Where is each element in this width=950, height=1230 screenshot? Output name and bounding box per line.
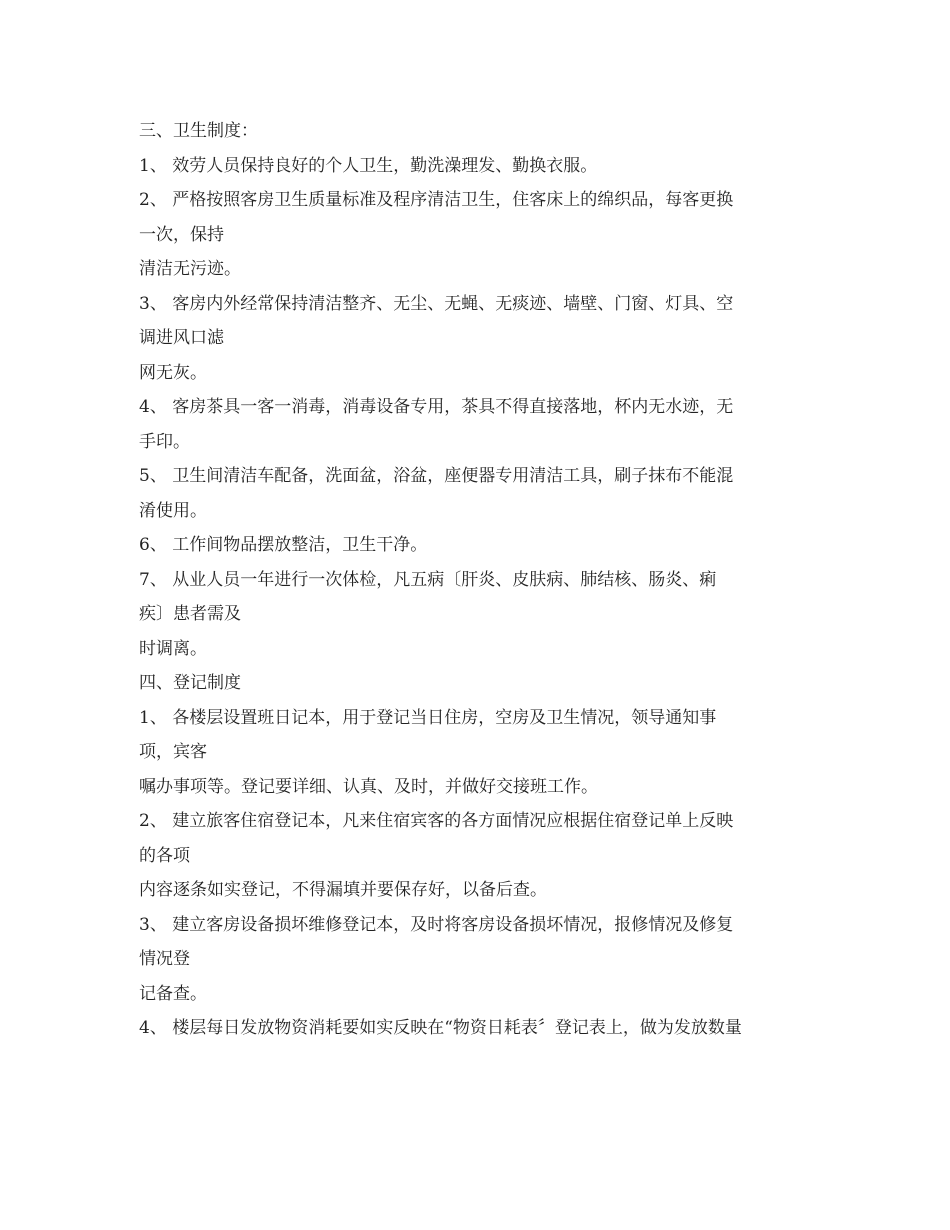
text-line: 项，宾客 [139, 742, 207, 762]
text-line: 5、 卫生间清洁车配备，洗面盆，浴盆，座便器专用清洁工具，刷子抹布不能混 [139, 466, 734, 486]
text-line: 4、 客房茶具一客一消毒，消毒设备专用，茶具不得直接落地，杯内无水迹，无 [139, 397, 734, 417]
text-line: 1、 各楼层设置班日记本，用于登记当日住房，空房及卫生情况，领导通知事 [139, 707, 717, 728]
text-line: 网无灰。 [139, 362, 207, 383]
text-line: 淆使用。 [139, 500, 207, 521]
text-line: 嘱办事项等。登记要详细、认真、及时，并做好交接班工作。 [139, 776, 598, 797]
text-line: 记备查。 [139, 983, 207, 1004]
text-line: 3、 客房内外经常保持清洁整齐、无尘、无蝇、无痰迹、墙壁、门窗、灯具、空 [139, 293, 734, 314]
text-line: 6、 工作间物品摆放整洁，卫生干净。 [139, 535, 428, 555]
text-line: 1、 效劳人员保持良好的个人卫生，勤洗澡理发、勤换衣服。 [139, 155, 598, 176]
text-line: 清洁无污迹。 [139, 259, 241, 279]
text-line: 一次，保持 [139, 224, 224, 245]
text-line: 2、 建立旅客住宿登记本，凡来住宿宾客的各方面情况应根据住宿登记单上反映 [139, 811, 734, 831]
text-line: 4、 楼层每日发放物资消耗要如实反映在“物资日耗表〞登记表上，做为发放数量 [139, 1018, 742, 1038]
text-line: 内容逐条如实登记，不得漏填并要保存好，以备后查。 [139, 880, 547, 900]
text-line: 手印。 [139, 431, 190, 452]
text-line: 7、 从业人员一年进行一次体检，凡五病〔肝炎、皮肤病、肺结核、肠炎、痢 [139, 569, 717, 590]
text-line: 的各项 [139, 845, 190, 866]
section-heading-hygiene: 三、卫生制度： [139, 121, 258, 141]
text-line: 疾〕患者需及 [139, 604, 241, 624]
text-line: 时调离。 [139, 638, 207, 659]
document-body [139, 114, 819, 1046]
section-heading-registration: 四、登记制度 [139, 673, 241, 693]
text-line: 2、 严格按照客房卫生质量标准及程序清洁卫生，住客床上的绵织品，每客更换 [139, 190, 734, 210]
text-line: 调进风口滤 [139, 328, 224, 348]
text-line: 情况登 [139, 949, 190, 969]
text-line: 3、 建立客房设备损坏维修登记本，及时将客房设备损坏情况，报修情况及修复 [139, 914, 734, 935]
